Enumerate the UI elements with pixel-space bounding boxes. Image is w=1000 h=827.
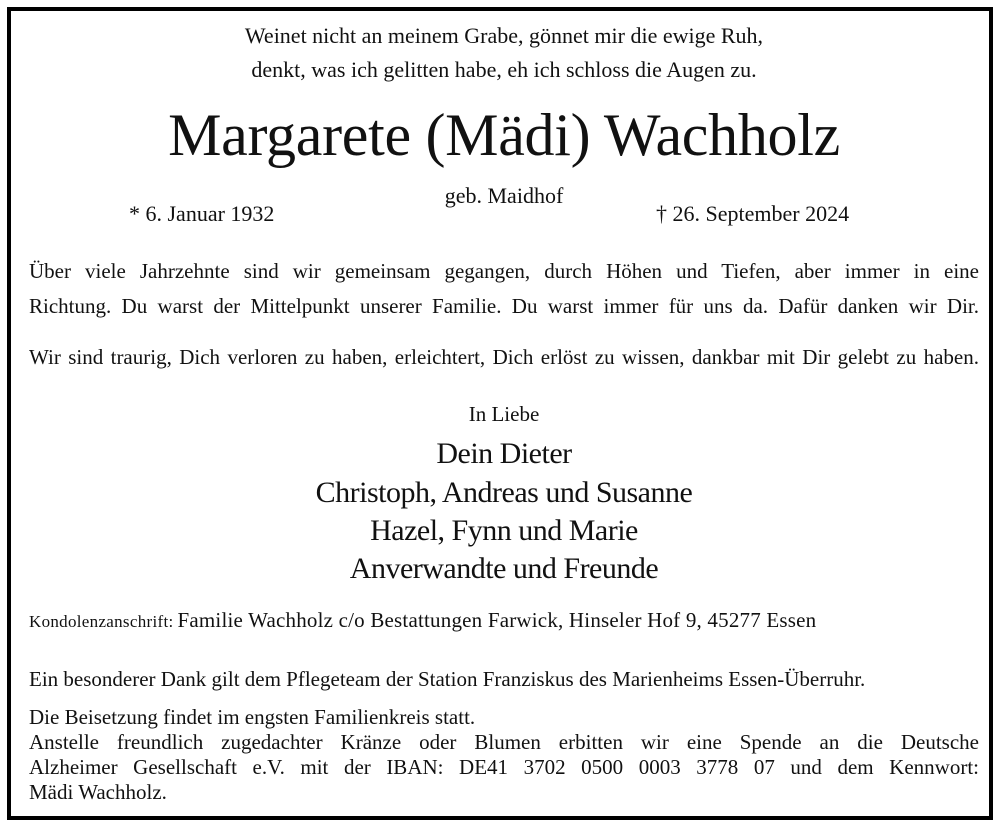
message-paragraph-2: Wir sind traurig, Dich verloren zu haben, erleichtert, Dich erlöst zu wissen, dankbar mit Dir gelebt zu haben. [29,345,979,369]
message-line-2: Richtung. Du warst der Mittelpunkt unserer Familie. Du warst immer für uns da. Dafür danken wir Dir. [29,294,979,318]
burial-note: Die Beisetzung findet im engsten Familienkreis statt. [29,705,476,729]
signature-intro: In Liebe [468,402,540,426]
signature-name: Anverwandte und Freunde [349,552,659,585]
message-line-1: Über viele Jahrzehnte sind wir gemeinsam gegangen, durch Höhen und Tiefen, aber immer in eine [29,259,979,283]
signature-name: Dein Dieter [436,437,572,470]
maiden-name: geb. Maidhof [444,183,564,208]
obituary-notice [7,7,993,820]
verse-line-1: Weinet nicht an meinem Grabe, gönnet mir die ewige Ruh, [244,23,764,48]
donation-line-3: Mädi Wachholz. [29,780,167,804]
thanks-note: Ein besonderer Dank gilt dem Pflegeteam der Station Franziskus des Marienheims Essen-Überruhr. [29,667,866,691]
deceased-name: Margarete (Mädi) Wachholz [168,102,840,168]
signature-name: Christoph, Andreas und Susanne [315,476,693,509]
donation-line-2: Alzheimer Gesellschaft e.V. mit der IBAN: DE41 3702 0500 0003 3778 07 und dem Kennwort: [29,755,979,779]
verse-line-2: denkt, was ich gelitten habe, eh ich schloss die Augen zu. [251,57,757,82]
death-date: † 26. September 2024 [656,201,850,226]
condolence-address [29,608,816,633]
condolence-label: Kondolenzanschrift: [29,612,174,631]
condolence-value: Familie Wachholz c/o Bestattungen Farwick, Hinseler Hof 9, 45277 Essen [177,608,817,632]
birth-date: * 6. Januar 1932 [129,201,275,226]
signature-name: Hazel, Fynn und Marie [370,514,638,547]
donation-line-1: Anstelle freundlich zugedachter Kränze oder Blumen erbitten wir eine Spende an die Deutsche [29,730,979,754]
